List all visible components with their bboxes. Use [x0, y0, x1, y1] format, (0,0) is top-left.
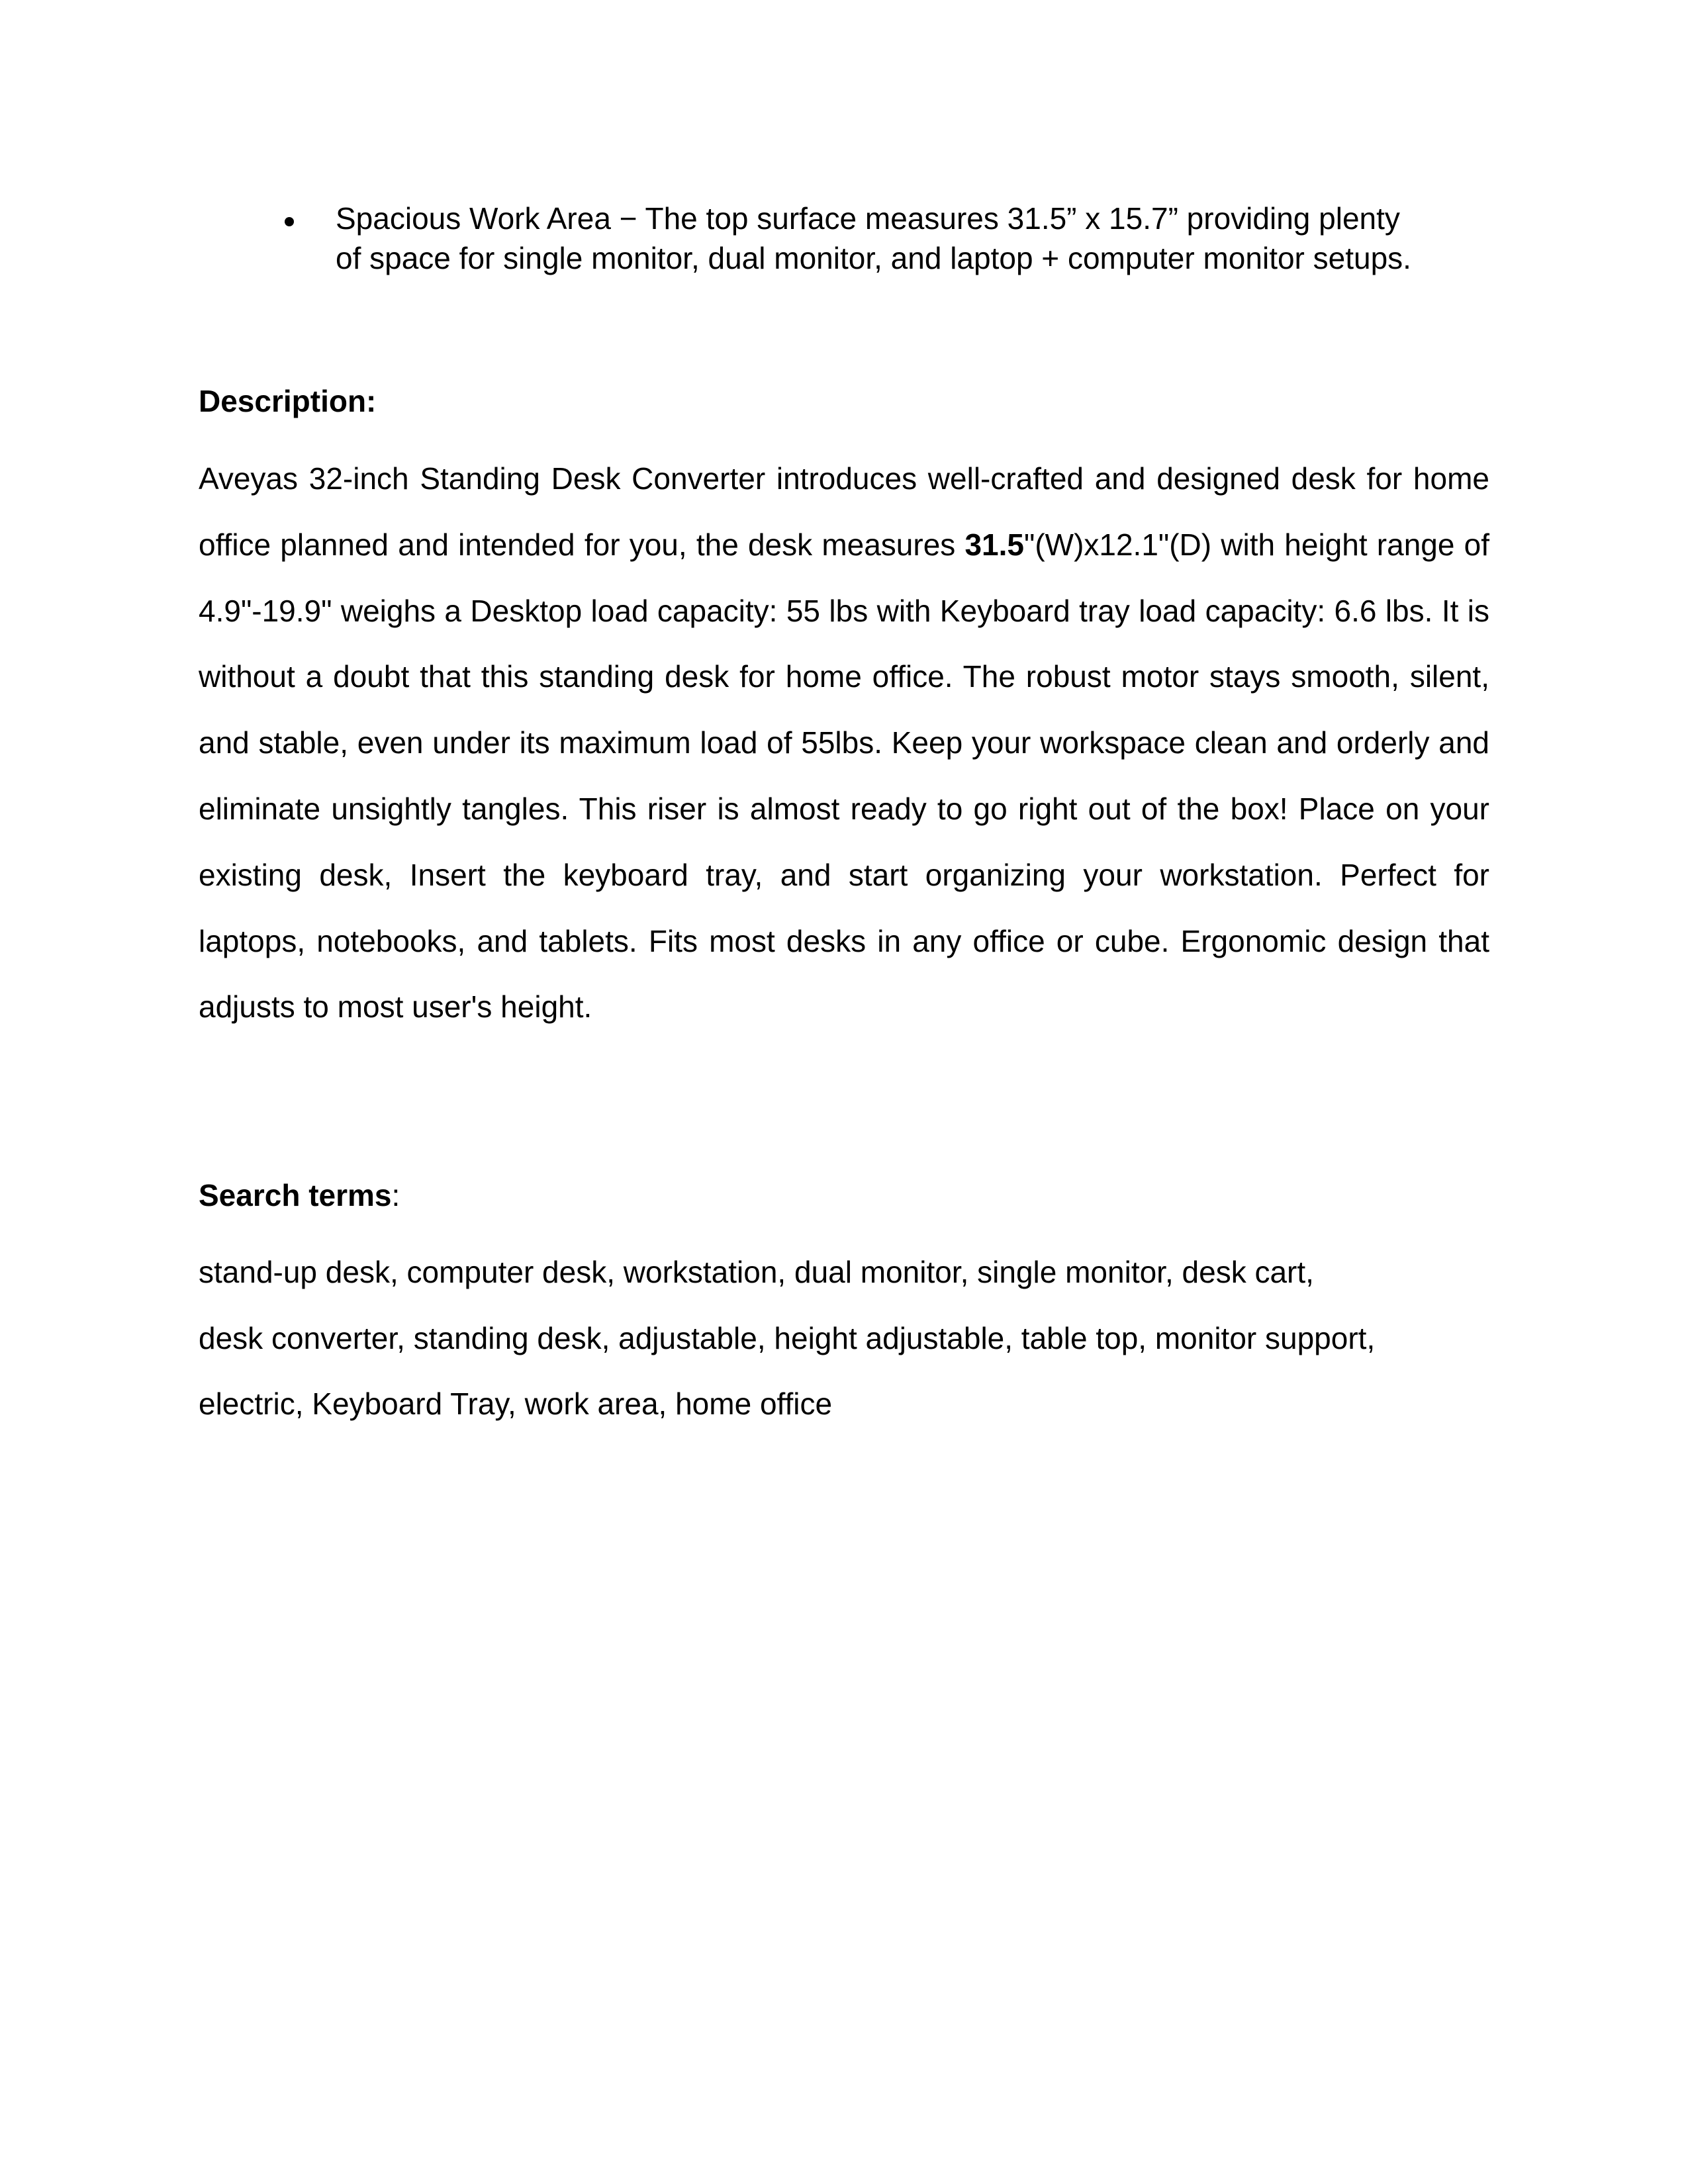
- description-paragraph: [199, 446, 1489, 1040]
- description-bold-measure: 31.5: [964, 527, 1024, 562]
- description-heading: Description:: [199, 384, 377, 418]
- search-terms-line: electric, Keyboard Tray, work area, home office: [199, 1387, 833, 1421]
- search-terms-heading: [199, 1175, 400, 1215]
- search-terms-heading-label: Search terms: [199, 1178, 392, 1212]
- description-text-part1: Aveyas 32-inch Standing Desk Converter introduces well-crafted and designed desk for home office planned and intended for you, the desk measures: [199, 461, 1489, 562]
- search-terms-list: [199, 1240, 1496, 1437]
- search-terms-line: desk converter, standing desk, adjustable, height adjustable, table top, monitor support,: [199, 1320, 1376, 1355]
- search-terms-heading-colon: :: [391, 1178, 400, 1212]
- bullet-dot-icon: [285, 217, 294, 226]
- search-terms-line: stand-up desk, computer desk, workstation, dual monitor, single monitor, desk cart,: [199, 1255, 1314, 1289]
- description-text-part2: "(W)x12.1"(D) with height range of 4.9"-19.9" weighs a Desktop load capacity: 55 lbs with Keyboard tray load capacity: 6.6 lbs. It is without a doubt that this standing desk for home office. The robust motor stays smooth, silent, and stable, even under its maximum load of 55lbs. Keep your workspace clean and orderly and eliminate unsightly tangles. This riser is almost ready to go right out of the box! Place on your existing desk, Insert the keyboard tray, and start organizing your workstation. Perfect for laptops, notebooks, and tablets. Fits most desks in any office or cube. Ergonomic design that adjusts to most user's height.: [199, 527, 1489, 1024]
- feature-bullet-text: Spacious Work Area − The top surface measures 31.5” x 15.7” providing plenty of space for single monitor, dual monitor, and laptop + computer monitor setups.: [336, 201, 1411, 275]
